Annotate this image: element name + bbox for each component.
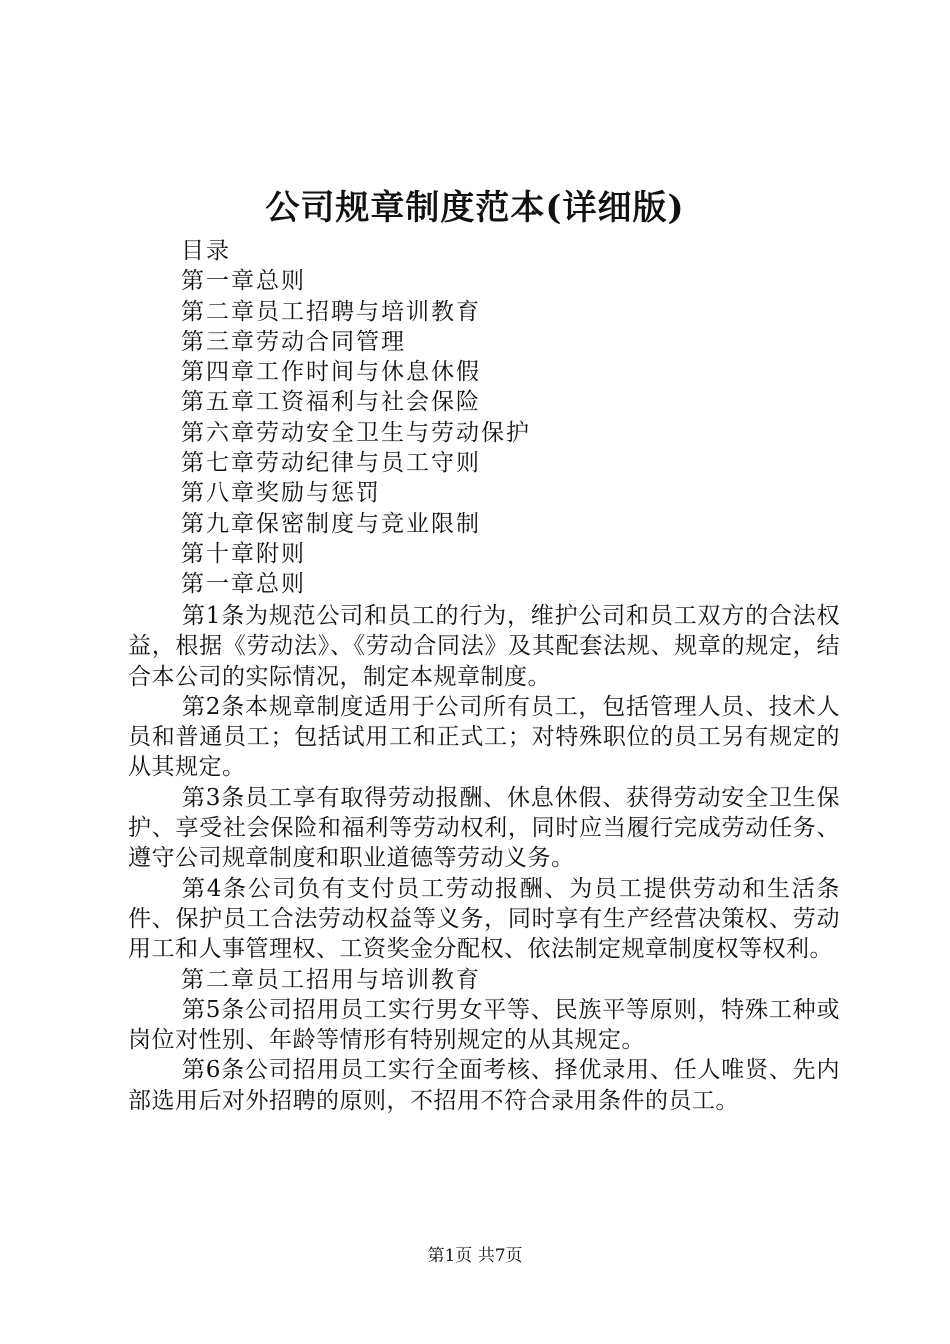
toc-item-chapter-2: 第二章员工招聘与培训教育 — [181, 298, 481, 325]
toc-item-chapter-10: 第十章附则 — [181, 540, 306, 567]
article-2: 第2条本规章制度适用于公司所有员工，包括管理人员、技术人员和普通员工；包括试用工和正式工；对特殊职位的员工另有规定的从其规定。 — [128, 693, 840, 781]
table-of-contents — [181, 236, 531, 600]
toc-item-chapter-1: 第一章总则 — [181, 268, 306, 295]
toc-heading: 目录 — [181, 238, 231, 264]
document-title: 公司规章制度范本(详细版) — [265, 188, 685, 228]
article-3: 第3条员工享有取得劳动报酬、休息休假、获得劳动安全卫生保护、享受社会保险和福利等劳动权利，同时应当履行完成劳动任务、遵守公司规章制度和职业道德等劳动义务。 — [128, 784, 840, 872]
toc-item-chapter-6: 第六章劳动安全卫生与劳动保护 — [181, 419, 531, 446]
toc-item-chapter-9: 第九章保密制度与竞业限制 — [181, 510, 481, 537]
page-footer: 第1页 共7页 — [427, 1246, 523, 1266]
article-5: 第5条公司招用员工实行男女平等、民族平等原则，特殊工种或岗位对性别、年龄等情形有特别规定的从其规定。 — [128, 996, 840, 1054]
toc-item-chapter-3: 第三章劳动合同管理 — [181, 328, 406, 355]
toc-item-chapter-7: 第七章劳动纪律与员工守则 — [181, 450, 481, 477]
toc-item-chapter-4: 第四章工作时间与休息休假 — [181, 359, 481, 386]
article-4: 第4条公司负有支付员工劳动报酬、为员工提供劳动和生活条件、保护员工合法劳动权益等义务，同时享有生产经营决策权、劳动用工和人事管理权、工资奖金分配权、依法制定规章制度权等权利。 — [128, 875, 840, 963]
article-6: 第6条公司招用员工实行全面考核、择优录用、任人唯贤、先内部选用后对外招聘的原则，不招用不符合录用条件的员工。 — [128, 1057, 840, 1114]
toc-item-chapter-5: 第五章工资福利与社会保险 — [181, 389, 481, 416]
document-body — [128, 601, 840, 1116]
toc-item-chapter-8: 第八章奖励与惩罚 — [181, 480, 381, 507]
chapter-2-heading: 第二章员工招用与培训教育 — [181, 966, 481, 993]
chapter-1-heading: 第一章总则 — [181, 571, 306, 598]
article-1: 第1条为规范公司和员工的行为，维护公司和员工双方的合法权益，根据《劳动法》、《劳动合同法》及其配套法规、规章的规定，结合本公司的实际情况，制定本规章制度。 — [128, 603, 840, 690]
